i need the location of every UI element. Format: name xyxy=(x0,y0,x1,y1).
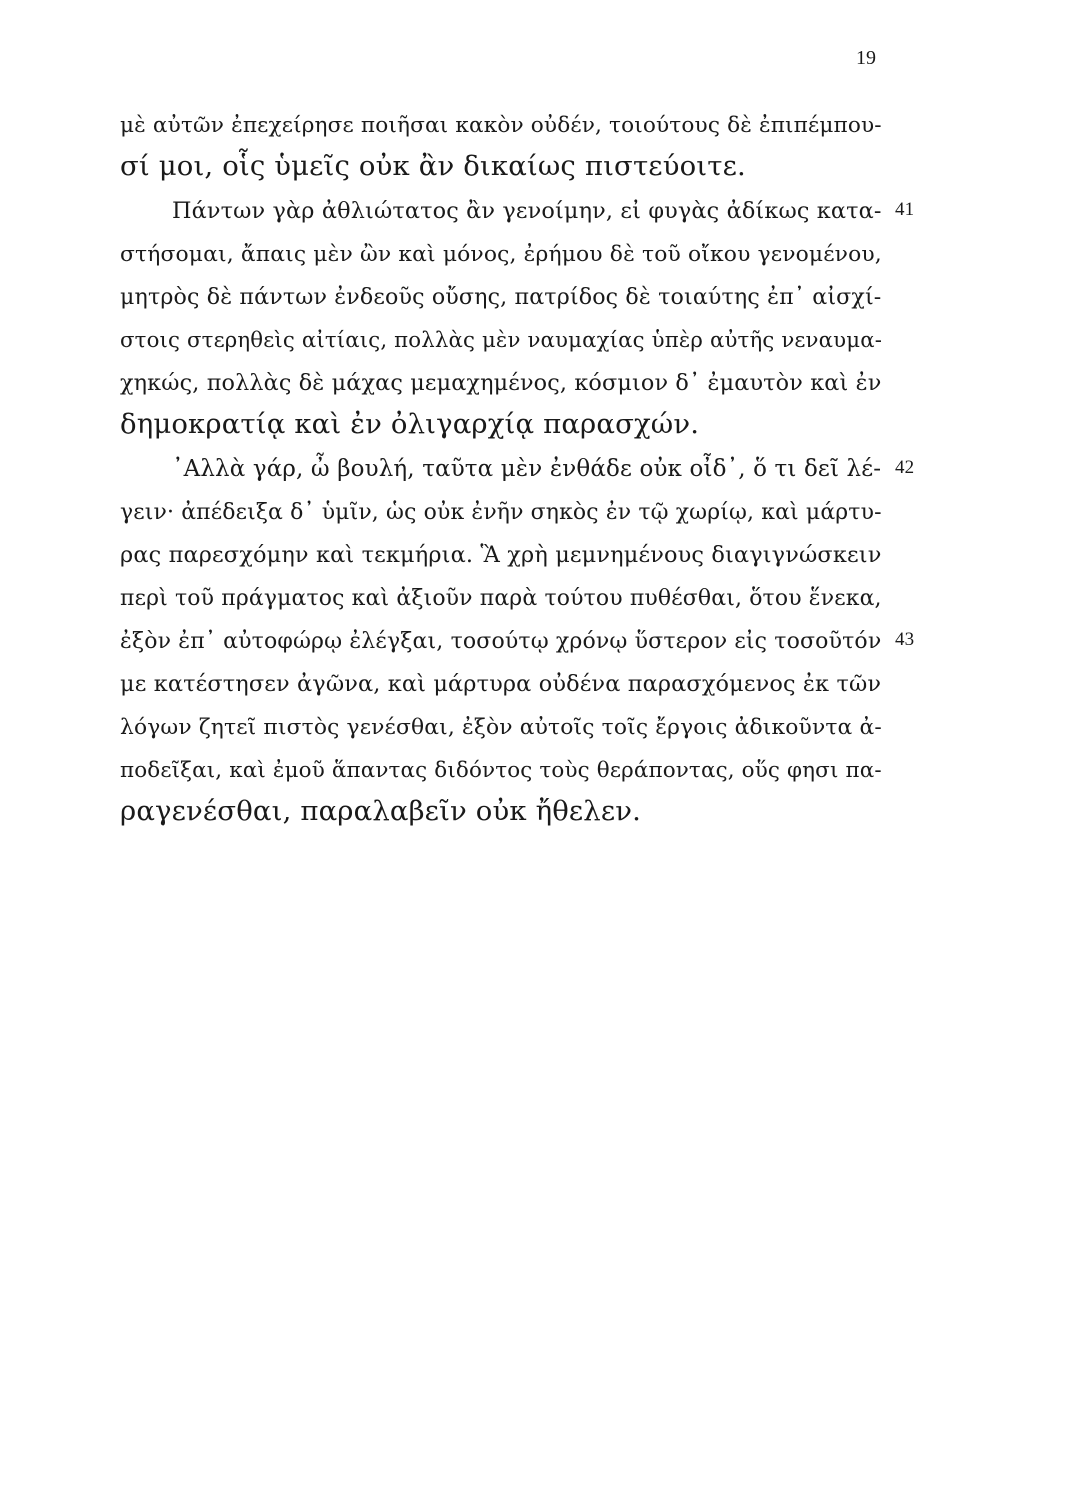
line-text: μητρὸς δὲ πάντων ἐνδεοῦς οὔσης, πατρίδος δὲ τοιαύτης ἐπ᾽ αἰσχί- xyxy=(120,284,882,310)
text-line xyxy=(120,188,915,231)
text-line xyxy=(120,575,900,618)
greek-text-body xyxy=(120,102,915,833)
section-number: 42 xyxy=(895,457,915,478)
text-line xyxy=(120,446,915,489)
page-number: 19 xyxy=(856,47,876,69)
text-line xyxy=(120,532,900,575)
text-line xyxy=(120,231,900,274)
line-text: μὲ αὐτῶν ἐπεχείρησε ποιῆσαι κακὸν οὐδέν, τοιούτους δὲ ἐπιπέμπου- xyxy=(120,113,882,138)
line-text: ρας παρεσχόμην καὶ τεκμήρια. Ἃ χρὴ μεμνημένους διαγιγνώσκειν xyxy=(120,542,882,568)
line-text: χηκώς, πολλὰς δὲ μάχας μεμαχημένος, κόσμιον δ᾽ ἐμαυτὸν καὶ ἐν xyxy=(120,370,882,396)
text-line xyxy=(120,317,900,360)
text-line xyxy=(120,618,915,661)
line-text: δημοκρατίᾳ καὶ ἐν ὀλιγαρχίᾳ παρασχών. xyxy=(120,408,700,440)
line-text: ἐξὸν ἐπ᾽ αὐτοφώρῳ ἐλέγξαι, τοσούτῳ χρόνῳ ὕστερον εἰς τοσοῦτόν xyxy=(120,629,882,654)
section-number: 41 xyxy=(895,199,915,220)
line-text: Πάντων γὰρ ἀθλιώτατος ἂν γενοίμην, εἰ φυγὰς ἀδίκως κατα- xyxy=(172,198,882,224)
line-text: σί μοι, οἷς ὑμεῖς οὐκ ἂν δικαίως πιστεύοιτε. xyxy=(120,150,746,182)
text-line xyxy=(120,704,900,747)
line-text: με κατέστησεν ἀγῶνα, καὶ μάρτυρα οὐδένα παρασχόμενος ἐκ τῶν xyxy=(120,671,882,697)
line-text: ποδεῖξαι, καὶ ἐμοῦ ἅπαντας διδόντος τοὺς θεράποντας, οὕς φησι πα- xyxy=(120,758,882,783)
text-line xyxy=(120,274,900,317)
line-text: λόγων ζητεῖ πιστὸς γενέσθαι, ἐξὸν αὐτοῖς τοῖς ἔργοις ἀδικοῦντα ἀ- xyxy=(120,715,882,740)
line-text: περὶ τοῦ πράγματος καὶ ἀξιοῦν παρὰ τούτου πυθέσθαι, ὅτου ἕνεκα, xyxy=(120,586,882,611)
line-text: στοις στερηθεὶς αἰτίαις, πολλὰς μὲν ναυμαχίας ὑπὲρ αὐτῆς νεναυμα- xyxy=(120,328,883,353)
text-line xyxy=(120,360,900,403)
line-text: ᾽Αλλὰ γάρ, ὦ βουλή, ταῦτα μὲν ἐνθάδε οὐκ οἶδ᾽, ὅ τι δεῖ λέ- xyxy=(172,456,882,482)
line-text: ραγενέσθαι, παραλαβεῖν οὐκ ἤθελεν. xyxy=(120,795,642,827)
text-line xyxy=(120,747,900,790)
section-number: 43 xyxy=(895,629,915,650)
text-line xyxy=(120,661,900,704)
line-text: γειν· ἀπέδειξα δ᾽ ὑμῖν, ὡς οὐκ ἐνῆν σηκὸς ἐν τῷ χωρίῳ, καὶ μάρτυ- xyxy=(120,500,882,525)
text-line xyxy=(120,403,900,446)
text-line xyxy=(120,790,900,833)
text-line xyxy=(120,489,900,532)
line-text: στήσομαι, ἄπαις μὲν ὢν καὶ μόνος, ἐρήμου δὲ τοῦ οἴκου γενομένου, xyxy=(120,242,882,267)
text-line xyxy=(120,102,900,145)
text-line xyxy=(120,145,900,188)
